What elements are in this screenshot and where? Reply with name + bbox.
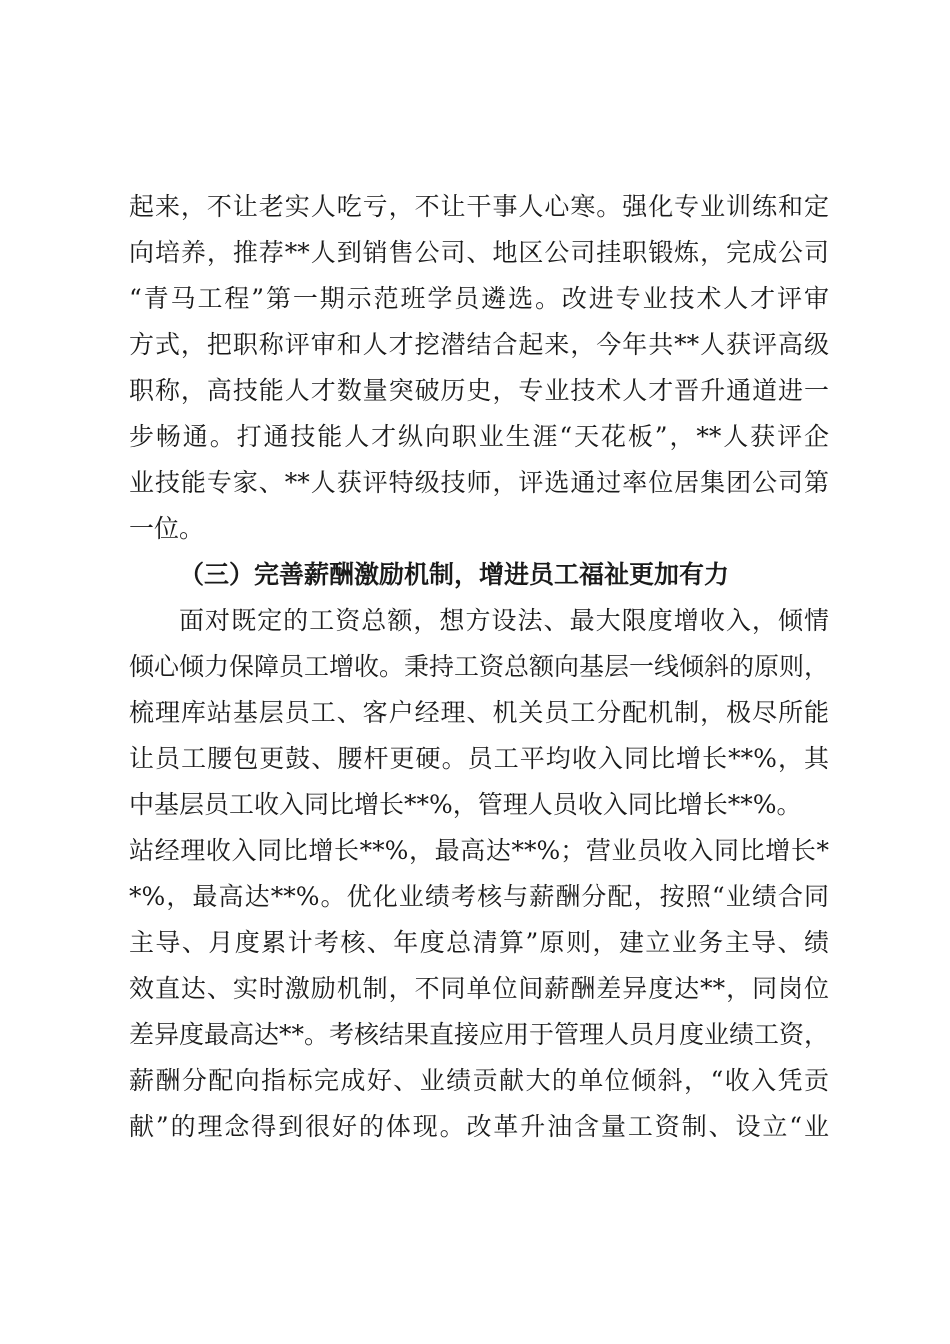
paragraph-1-line-5: 职称，高技能人才数量突破历史，专业技术人才晋升通道进一 xyxy=(129,376,829,405)
paragraph-2-line-5: 中基层员工收入同比增长**%，管理人员收入同比增长**%。 xyxy=(129,790,802,819)
paragraph-2-line-1: 面对既定的工资总额，想方设法、最大限度增收入，倾情 xyxy=(179,606,829,635)
paragraph-1-line-7: 业技能专家、**人获评特级技师，评选通过率位居集团公司第 xyxy=(129,468,829,497)
paragraph-2-line-2: 倾心倾力保障员工增收。秉持工资总额向基层一线倾斜的原则， xyxy=(129,652,830,681)
paragraph-2-line-4: 让员工腰包更鼓、腰杆更硬。员工平均收入同比增长**%，其 xyxy=(129,744,829,773)
paragraph-2-line-8: 主导、月度累计考核、年度总清算”原则，建立业务主导、绩 xyxy=(129,928,829,957)
paragraph-1-line-4: 方式，把职称评审和人才挖潜结合起来，今年共**人获评高级 xyxy=(129,330,829,359)
paragraph-1-line-1: 起来，不让老实人吃亏，不让干事人心寒。强化专业训练和定 xyxy=(129,192,829,221)
paragraph-2-line-12: 献”的理念得到很好的体现。改革升油含量工资制、设立“业 xyxy=(129,1112,829,1141)
paragraph-2-line-7: *%，最高达**%。优化业绩考核与薪酬分配，按照“业绩合同 xyxy=(129,882,829,911)
paragraph-2-line-10: 差异度最高达**。考核结果直接应用于管理人员月度业绩工资， xyxy=(129,1020,830,1049)
paragraph-2-line-9: 效直达、实时激励机制，不同单位间薪酬差异度达**，同岗位 xyxy=(129,974,829,1003)
paragraph-1-line-3: “青马工程”第一期示范班学员遴选。改进专业技术人才评审 xyxy=(129,284,829,313)
paragraph-2-line-6: 站经理收入同比增长**%，最高达**%；营业员收入同比增长* xyxy=(129,836,829,865)
paragraph-1-line-6: 步畅通。打通技能人才纵向职业生涯“天花板”，**人获评企 xyxy=(129,422,829,451)
paragraph-2-line-11: 薪酬分配向指标完成好、业绩贡献大的单位倾斜，“收入凭贡 xyxy=(129,1066,829,1095)
paragraph-1-line-2: 向培养，推荐**人到销售公司、地区公司挂职锻炼，完成公司 xyxy=(129,238,829,267)
paragraph-2-line-3: 梳理库站基层员工、客户经理、机关员工分配机制，极尽所能 xyxy=(129,698,829,727)
section-heading: （三）完善薪酬激励机制，增进员工福祉更加有力 xyxy=(179,560,730,589)
paragraph-1-line-8: 一位。 xyxy=(129,514,205,543)
